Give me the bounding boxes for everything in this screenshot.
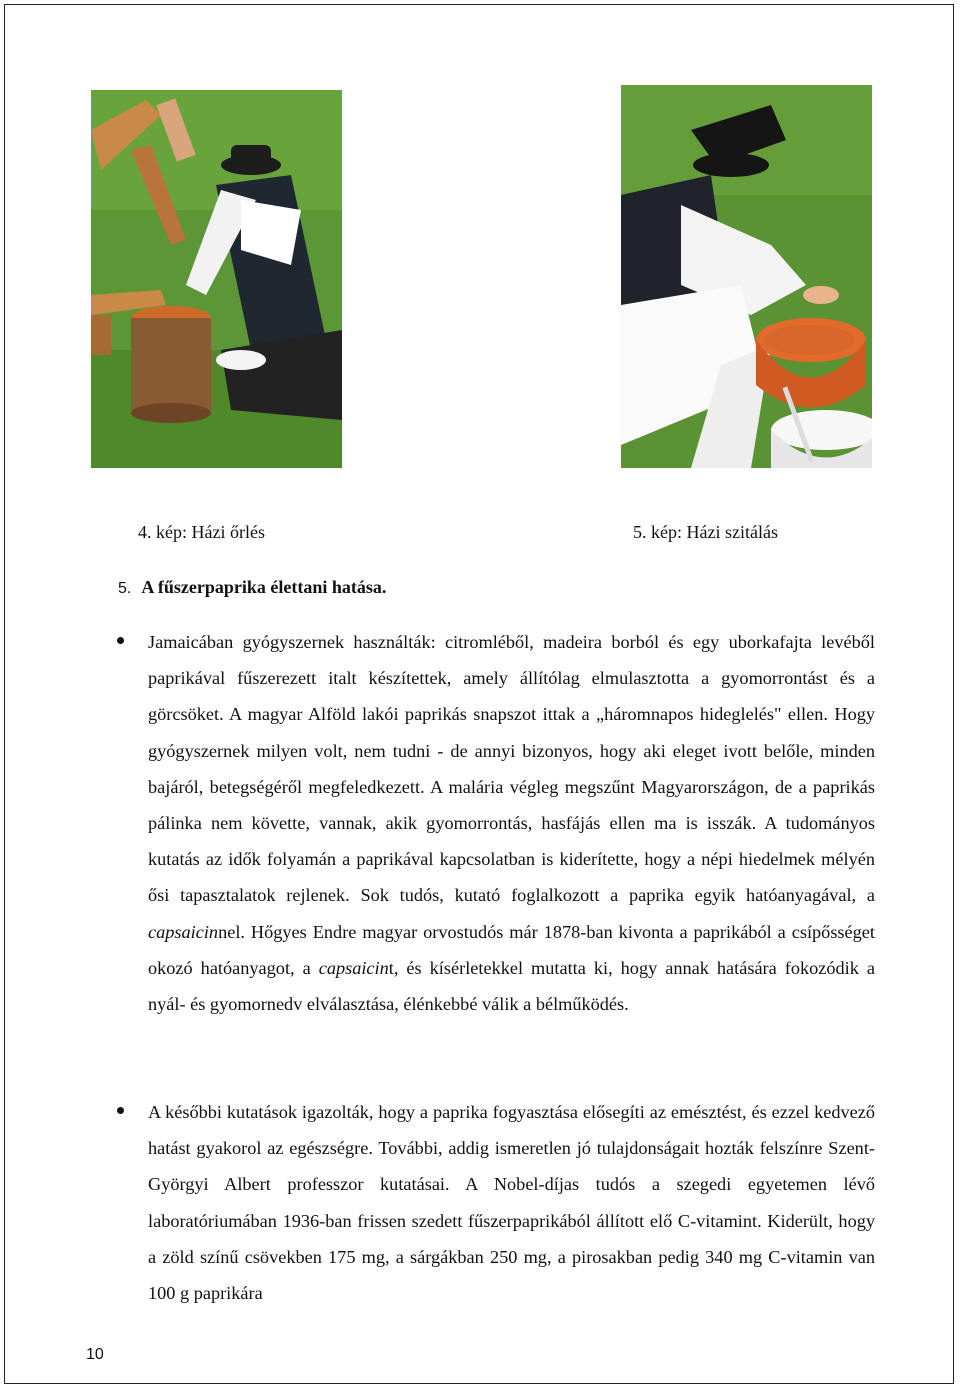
grinding-photo <box>91 90 342 468</box>
grinding-illustration <box>91 90 342 468</box>
paragraph-2: A későbbi kutatások igazolták, hogy a paprika fogyasztása elősegíti az emésztést, és ezzel kedvező hatást gyakorol az egészségre. További, addig ismeretlen jó tulajdonságait hozták felszínre Szent-Györgyi Albert professzor kutatásai. A Nobel-díjas tudós a szegedi egyetemen lévő laboratóriumában 1936-ban frissen szedett fűszerpaprikából állított elő C-vitamint. Kiderült, hogy a zöld színű csövekben 175 mg, a sárgákban 250 mg, a pirosakban pedig 340 mg C-vitamin van 100 g paprikára <box>148 1102 875 1304</box>
paragraph-1-text-a: Jamaicában gyógyszernek használták: citromléből, madeira borból és egy uborkafajta levéből paprikával fűszerezett italt készítettek, amely állítólag elmulasztotta a gyomorrontást és a görcsöket. A magyar Alföld lakói paprikás snapszot ittak a „háromnapos hideglelés" ellen. Hogy gyógyszernek milyen volt, nem tudni - de annyi bizonyos, hogy aki eleget ivott belőle, minden bajáról, betegségéről megfeledkezett. A malária végleg megszűnt Magyarországon, de a paprikás pálinka nem követte, vannak, akik gyomorrontás, hasfájás ellen ma is isszák. A tudományos kutatás az idők folyamán a paprikával kapcsolatban is kiderítette, hogy a népi hiedelmek mélyén ősi tapasztalatok rejlenek. Sok tudós, kutató foglalkozott a paprika egyik hatóanyagával, a <box>148 632 875 906</box>
page-number: 10 <box>86 1346 104 1363</box>
paragraph-1-text-b: nel. Hőgyes Endre magyar orvostudós már 1878-ban kivonta a paprikából a csípősséget okozó hatóanyagot, a <box>148 921 875 978</box>
section-title: A fűszerpaprika élettani hatása. <box>141 577 387 597</box>
paragraph-1-text-c: t, és kísérletekkel mutatta ki, hogy annak hatására fokozódik a nyál- és gyomornedv elválasztása, élénkebbé válik a bélműködés. <box>148 957 875 1015</box>
capsaicin-term: capsaicin <box>318 957 389 978</box>
section-heading <box>118 577 386 598</box>
capsaicin-term: capsaicin <box>148 921 219 942</box>
bullet-icon <box>117 637 124 644</box>
sifting-illustration <box>621 85 872 468</box>
photo-caption-right: 5. kép: Házi szitálás <box>633 522 778 542</box>
paragraph-1 <box>148 624 875 1022</box>
photo-caption-left: 4. kép: Házi őrlés <box>138 522 265 542</box>
sifting-photo <box>621 85 872 468</box>
section-number: 5. <box>118 580 132 597</box>
bullet-icon <box>117 1107 124 1114</box>
